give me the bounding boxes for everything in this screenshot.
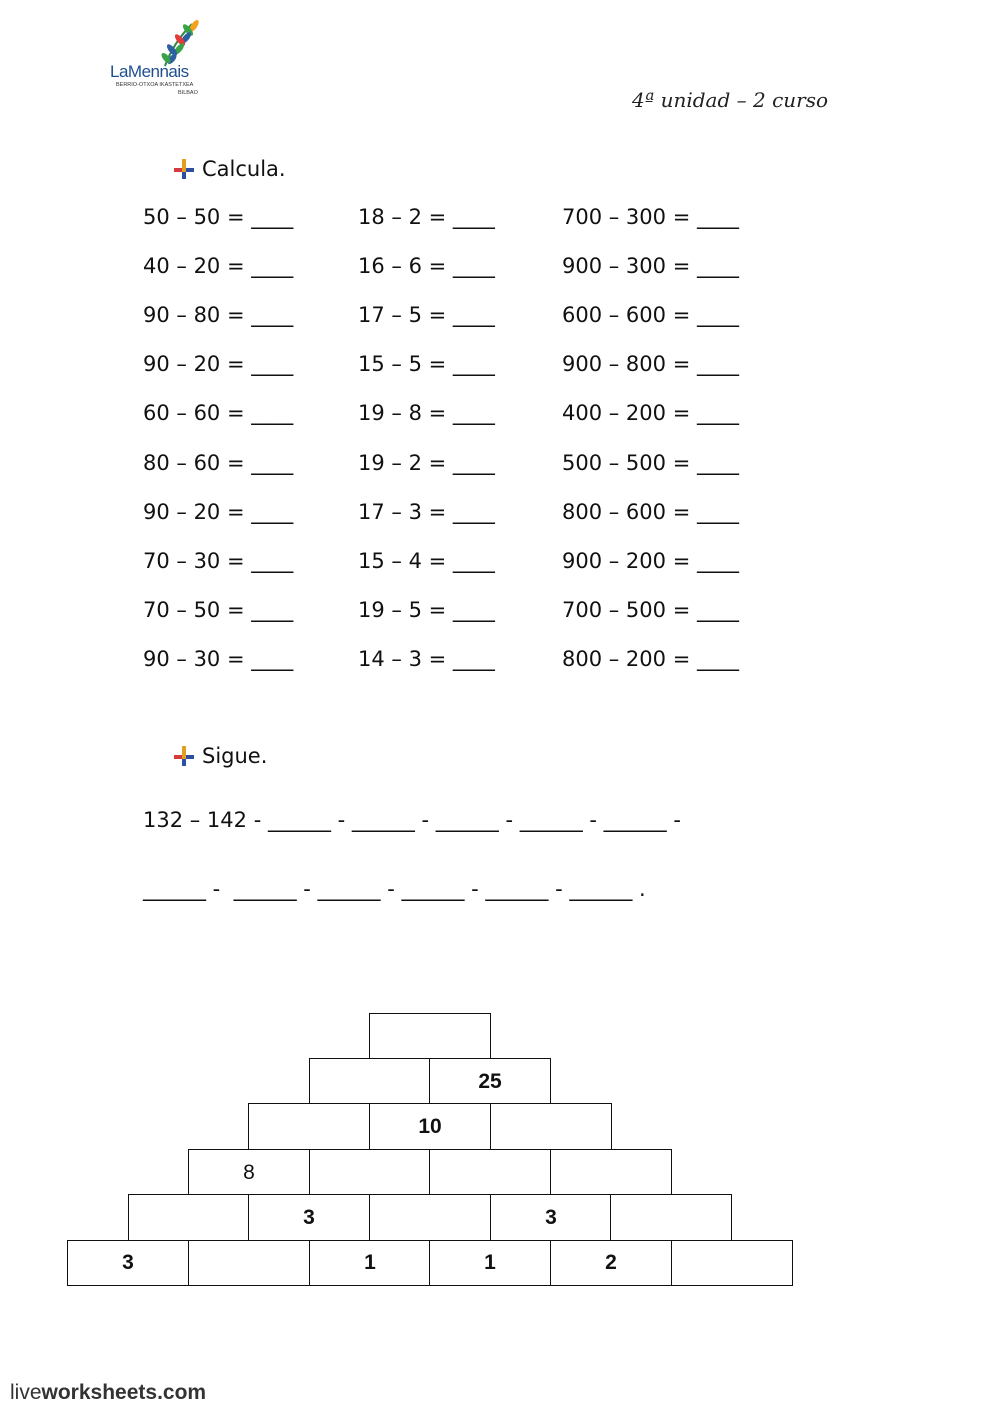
exercise-item[interactable]: 90 – 20 = ____	[143, 352, 294, 376]
wheat-leaves-icon	[110, 18, 220, 68]
exercise-item[interactable]: 500 – 500 = ____	[562, 451, 739, 475]
pyramid-cell[interactable]	[309, 1058, 431, 1105]
exercise-item[interactable]: 19 – 5 = ____	[358, 598, 495, 622]
exercise-item[interactable]: 700 – 500 = ____	[562, 598, 739, 622]
exercise-item[interactable]: 70 – 30 = ____	[143, 549, 294, 573]
exercise-item[interactable]: 600 – 600 = ____	[562, 303, 739, 327]
exercise-item[interactable]: 90 – 80 = ____	[143, 303, 294, 327]
exercise-item[interactable]: 16 – 6 = ____	[358, 254, 495, 278]
unit-label: 4ª unidad – 2 curso	[632, 88, 829, 112]
exercise-item[interactable]: 90 – 20 = ____	[143, 500, 294, 524]
pyramid-cell: 10	[369, 1103, 491, 1150]
sigue-heading	[174, 744, 267, 768]
exercise-item[interactable]: 900 – 200 = ____	[562, 549, 739, 573]
pyramid-cell[interactable]	[550, 1149, 672, 1196]
cross-bullet-icon	[174, 159, 194, 179]
brand-plain: live	[10, 1381, 42, 1404]
exercise-item[interactable]: 18 – 2 = ____	[358, 205, 495, 229]
exercise-item[interactable]: 17 – 5 = ____	[358, 303, 495, 327]
exercise-item[interactable]: 80 – 60 = ____	[143, 451, 294, 475]
liveworksheets-brand[interactable]	[10, 1381, 206, 1405]
pyramid-cell: 3	[248, 1194, 370, 1241]
pyramid-cell: 2	[550, 1240, 672, 1286]
exercise-item[interactable]: 800 – 200 = ____	[562, 647, 739, 671]
pyramid-cell[interactable]	[248, 1103, 370, 1150]
pyramid-cell[interactable]	[188, 1240, 310, 1286]
logo-name: LaMennais	[110, 62, 189, 81]
exercise-item[interactable]: 15 – 4 = ____	[358, 549, 495, 573]
exercise-item[interactable]: 900 – 300 = ____	[562, 254, 739, 278]
pyramid-cell[interactable]	[128, 1194, 250, 1241]
exercise-item[interactable]: 19 – 8 = ____	[358, 401, 495, 425]
school-logo	[110, 18, 220, 100]
brand-bold: worksheets.com	[41, 1381, 207, 1404]
exercise-item[interactable]: 17 – 3 = ____	[358, 500, 495, 524]
pyramid-cell[interactable]	[429, 1149, 551, 1196]
calcula-heading	[174, 157, 286, 181]
logo-subtitle: BERRIO-OTXOA IKASTETXEA	[116, 82, 194, 88]
cross-bullet-icon	[174, 746, 194, 766]
exercise-item[interactable]: 50 – 50 = ____	[143, 205, 294, 229]
sigue-heading-text: Sigue.	[202, 744, 268, 768]
pyramid-cell[interactable]	[490, 1103, 612, 1150]
pyramid-cell: 1	[429, 1240, 551, 1286]
exercise-item[interactable]: 14 – 3 = ____	[358, 647, 495, 671]
pyramid-cell: 3	[67, 1240, 189, 1286]
pyramid-cell[interactable]	[369, 1013, 491, 1060]
pyramid-cell: 25	[429, 1058, 551, 1105]
exercise-item[interactable]: 40 – 20 = ____	[143, 254, 294, 278]
exercise-item[interactable]: 19 – 2 = ____	[358, 451, 495, 475]
logo-city: BILBAO	[178, 90, 198, 96]
pyramid-cell: 1	[309, 1240, 431, 1286]
exercise-item[interactable]: 15 – 5 = ____	[358, 352, 495, 376]
sequence-line-2[interactable]: ______ - ______ - ______ - ______ - ______ - ______ .	[143, 877, 646, 901]
pyramid-cell[interactable]	[671, 1240, 793, 1286]
calcula-heading-text: Calcula.	[202, 157, 286, 181]
pyramid-cell[interactable]	[610, 1194, 732, 1241]
exercise-item[interactable]: 70 – 50 = ____	[143, 598, 294, 622]
sequence-line-1[interactable]: 132 – 142 - ______ - ______ - ______ - ______ - ______ -	[143, 808, 681, 832]
pyramid-cell[interactable]	[369, 1194, 491, 1241]
pyramid-cell: 3	[490, 1194, 612, 1241]
pyramid-cell: 8	[188, 1149, 310, 1196]
exercise-item[interactable]: 800 – 600 = ____	[562, 500, 739, 524]
exercise-item[interactable]: 900 – 800 = ____	[562, 352, 739, 376]
pyramid-cell[interactable]	[309, 1149, 431, 1196]
exercise-item[interactable]: 60 – 60 = ____	[143, 401, 294, 425]
exercise-item[interactable]: 700 – 300 = ____	[562, 205, 739, 229]
exercise-item[interactable]: 90 – 30 = ____	[143, 647, 294, 671]
exercise-item[interactable]: 400 – 200 = ____	[562, 401, 739, 425]
